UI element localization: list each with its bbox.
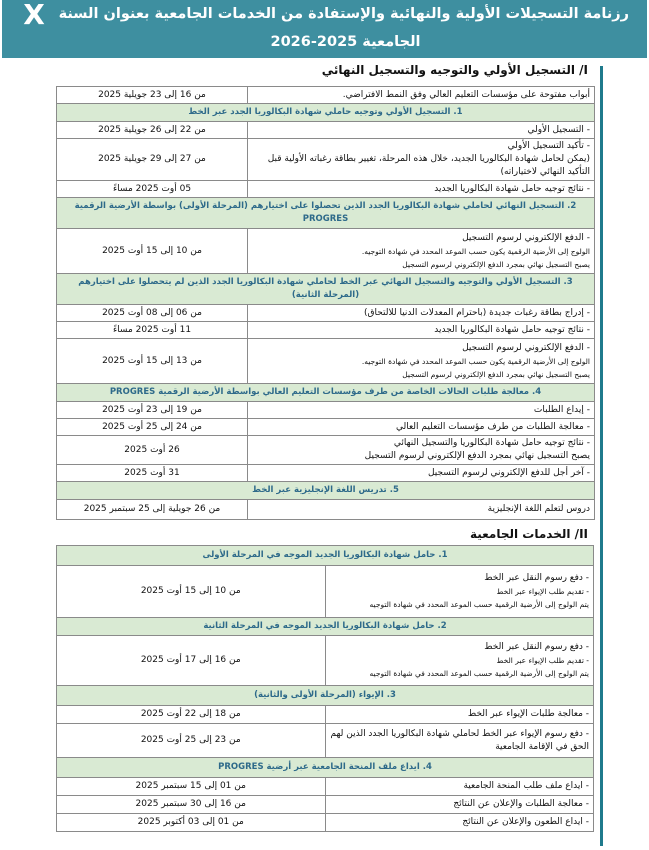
description-line: - التسجيل الأولي (527, 124, 590, 135)
description-line: - تقديم طلب الإيواء عبر الخط (496, 587, 589, 596)
row-description (248, 322, 595, 339)
description-line: - آخر أجل للدفع الإلكتروني لرسوم التسجيل (427, 467, 590, 478)
description-line: الولوج إلى الأرضية الرقمية يكون حسب الموعد المحدد في شهادة التوجيه. (361, 246, 590, 256)
section-title-registration: I/ التسجيل الأولي والتوجيه والتسجيل النهائي (321, 63, 588, 77)
table-row (57, 402, 595, 419)
description-line: - نتائج توجيه حامل شهادة البكالوريا الجديد (434, 183, 590, 194)
row-description (248, 181, 595, 198)
table-row (57, 724, 594, 758)
row-description (325, 706, 594, 724)
row-date: من 27 إلى 29 جويلية 2025 (57, 139, 248, 181)
description-line: - نتائج توجيه حامل شهادة البكالوريا الجديد (434, 324, 590, 335)
table-row (57, 139, 595, 181)
description-line: يصبح التسجيل نهائي بمجرد الدفع الإلكتروني لرسوم التسجيل (402, 369, 590, 379)
section-title-university-services: II/ الخدمات الجامعية (469, 527, 588, 541)
description-line: - إيداع الطلبات (533, 404, 590, 415)
document-title-line2: الجامعية 2025-2026 (270, 34, 421, 50)
row-date: من 16 إلى 30 سبتمبر 2025 (57, 796, 326, 814)
subsection-title: 2. التسجيل النهائي لحاملي شهادة البكالوريا الجدد الذين تحصلوا على اختيارهم (المرحلة الأولى) بواسطة الأرضية الرقمية PROGRES (57, 198, 595, 229)
row-date: من 24 إلى 25 أوت 2025 (57, 419, 248, 436)
subsection-title: 4. ايداع ملف المنحة الجامعية عبر أرضية PROGRES (57, 758, 594, 778)
table-row (57, 500, 595, 520)
description-line: - دفع رسوم النقل عبر الخط (484, 573, 589, 583)
row-date: من 01 إلى 03 أكتوبر 2025 (57, 814, 326, 832)
row-description (248, 229, 595, 274)
table-row (57, 87, 595, 104)
row-date: من 22 إلى 26 جويلية 2025 (57, 122, 248, 139)
description-line: - إدراج بطاقة رغبات جديدة (باحترام المعدلات الدنيا للالتحاق) (363, 307, 590, 318)
row-description (248, 419, 595, 436)
table-row (57, 796, 594, 814)
description-line: - نتائج توجيه حامل شهادة البكالوريا والتسجيل النهائي (393, 438, 590, 448)
row-date: 26 أوت 2025 (57, 436, 248, 465)
subsection-header-row (57, 758, 594, 778)
description-line: الولوج إلى الأرضية الرقمية يكون حسب الموعد المحدد في شهادة التوجيه. (361, 356, 590, 366)
description-line: أبواب مفتوحة على مؤسسات التعليم العالي وفق النمط الافتراضي. (342, 89, 590, 100)
row-description (248, 87, 595, 104)
description-line: - الدفع الإلكتروني لرسوم التسجيل (462, 342, 590, 353)
row-description (248, 139, 595, 181)
description-line: - ايداع ملف طلب المنحة الجامعية (463, 781, 589, 791)
subsection-header-row (57, 384, 595, 402)
document-title-line1: رزنامة التسجيلات الأولية والنهائية والإستفادة من الخدمات الجامعية بعنوان السنة (58, 6, 629, 22)
description-line: يتم الولوج إلى الأرضية الرقمية حسب الموعد المحدد في شهادة التوجيه (369, 669, 589, 678)
description-line: - معالجة الطلبات من طرف مؤسسات التعليم العالي (395, 421, 590, 432)
description-line: (يمكن لحامل شهادة البكالوريا الجديد، خلال هذه المرحلة، تغيير بطاقة رغباته الأولية قبل التأكيد النهائي لاختياراته) (267, 154, 590, 177)
subsection-header-row (57, 546, 594, 566)
row-date: 05 أوت 2025 مساءً (57, 181, 248, 198)
close-icon[interactable]: X (23, 0, 45, 31)
row-description (248, 402, 595, 419)
table-row (57, 122, 595, 139)
description-line: - دفع رسوم النقل عبر الخط (484, 642, 589, 652)
row-date: من 13 إلى 15 أوت 2025 (57, 339, 248, 384)
table-row (57, 636, 594, 686)
description-line: يصبح التسجيل نهائي بمجرد الدفع الإلكتروني لرسوم التسجيل (402, 259, 590, 269)
table-row (57, 322, 595, 339)
description-line: - ايداع الطعون والإعلان عن النتائج (462, 817, 589, 827)
services-table (56, 545, 594, 832)
subsection-title: 3. الإيواء (المرحلة الأولى والثانية) (57, 686, 594, 706)
row-date: من 01 إلى 15 سبتمبر 2025 (57, 778, 326, 796)
row-description (325, 636, 594, 686)
row-description (325, 778, 594, 796)
table-row (57, 339, 595, 384)
row-description (248, 500, 595, 520)
description-line: - تأكيد التسجيل الأولي (507, 141, 590, 151)
row-description (248, 305, 595, 322)
row-date: من 18 إلى 22 أوت 2025 (57, 706, 326, 724)
row-description (325, 724, 594, 758)
row-date: من 23 إلى 25 أوت 2025 (57, 724, 326, 758)
subsection-title: 5. تدريس اللغة الإنجليزية عبر الخط (57, 482, 595, 500)
row-date: 11 أوت 2025 مساءً (57, 322, 248, 339)
title-bar (2, 0, 647, 58)
table-row (57, 436, 595, 465)
subsection-header-row (57, 686, 594, 706)
row-description (325, 566, 594, 618)
table-row (57, 229, 595, 274)
table-row (57, 814, 594, 832)
row-description (248, 122, 595, 139)
subsection-header-row (57, 198, 595, 229)
table-row (57, 465, 595, 482)
row-date: من 26 جويلية إلى 25 سبتمبر 2025 (57, 500, 248, 520)
description-line: - الدفع الإلكتروني لرسوم التسجيل (462, 232, 590, 243)
row-description (248, 436, 595, 465)
row-description (325, 796, 594, 814)
row-description (325, 814, 594, 832)
description-line: يتم الولوج إلى الأرضية الرقمية حسب الموعد المحدد في شهادة التوجيه (369, 600, 589, 609)
subsection-title: 1. حامل شهادة البكالوريا الجديد الموجه في المرحلة الأولى (57, 546, 594, 566)
row-date: من 16 إلى 23 جويلية 2025 (57, 87, 248, 104)
row-description (248, 339, 595, 384)
subsection-header-row (57, 482, 595, 500)
description-line: - تقديم طلب الإيواء عبر الخط (496, 656, 589, 665)
row-date: من 19 إلى 23 أوت 2025 (57, 402, 248, 419)
table-row (57, 305, 595, 322)
description-line: - دفع رسوم الإيواء عبر الخط لحاملي شهادة البكالوريا الجدد الذين لهم الحق في الإقامة الجامعية (330, 728, 589, 752)
table-row (57, 181, 595, 198)
subsection-header-row (57, 274, 595, 305)
registration-table (56, 86, 595, 520)
row-date: من 10 إلى 15 أوت 2025 (57, 566, 326, 618)
row-date: من 10 إلى 15 أوت 2025 (57, 229, 248, 274)
subsection-title: 3. التسجيل الأولي والتوجيه والتسجيل النهائي عبر الخط لحاملي شهادة البكالوريا الجدد الذين لم يتحصلوا على اختيارهم (المرحلة الثانية) (57, 274, 595, 305)
row-description (248, 465, 595, 482)
row-date: من 16 إلى 17 أوت 2025 (57, 636, 326, 686)
subsection-header-row (57, 104, 595, 122)
description-line: - معالجة الطلبات والإعلان عن النتائج (453, 799, 589, 809)
row-date: 31 أوت 2025 (57, 465, 248, 482)
description-line: دروس لتعلم اللغة الإنجليزية (487, 504, 590, 514)
description-line: يصبح التسجيل نهائي بمجرد الدفع الإلكتروني لرسوم التسجيل (364, 451, 590, 461)
table-row (57, 706, 594, 724)
subsection-title: 2. حامل شهادة البكالوريا الجديد الموجه في المرحلة الثانية (57, 618, 594, 636)
table-row (57, 778, 594, 796)
subsection-header-row (57, 618, 594, 636)
side-accent-bar (600, 66, 603, 846)
table-row (57, 419, 595, 436)
subsection-title: 4. معالجة طلبات الحالات الخاصة من طرف مؤسسات التعليم العالي بواسطة الأرضية الرقمية PROGRES (57, 384, 595, 402)
description-line: - معالجة طلبات الإيواء عبر الخط (467, 709, 589, 719)
row-date: من 06 إلى 08 أوت 2025 (57, 305, 248, 322)
subsection-title: 1. التسجيل الأولي وتوجيه حاملي شهادة البكالوريا الجدد عبر الخط (57, 104, 595, 122)
table-row (57, 566, 594, 618)
